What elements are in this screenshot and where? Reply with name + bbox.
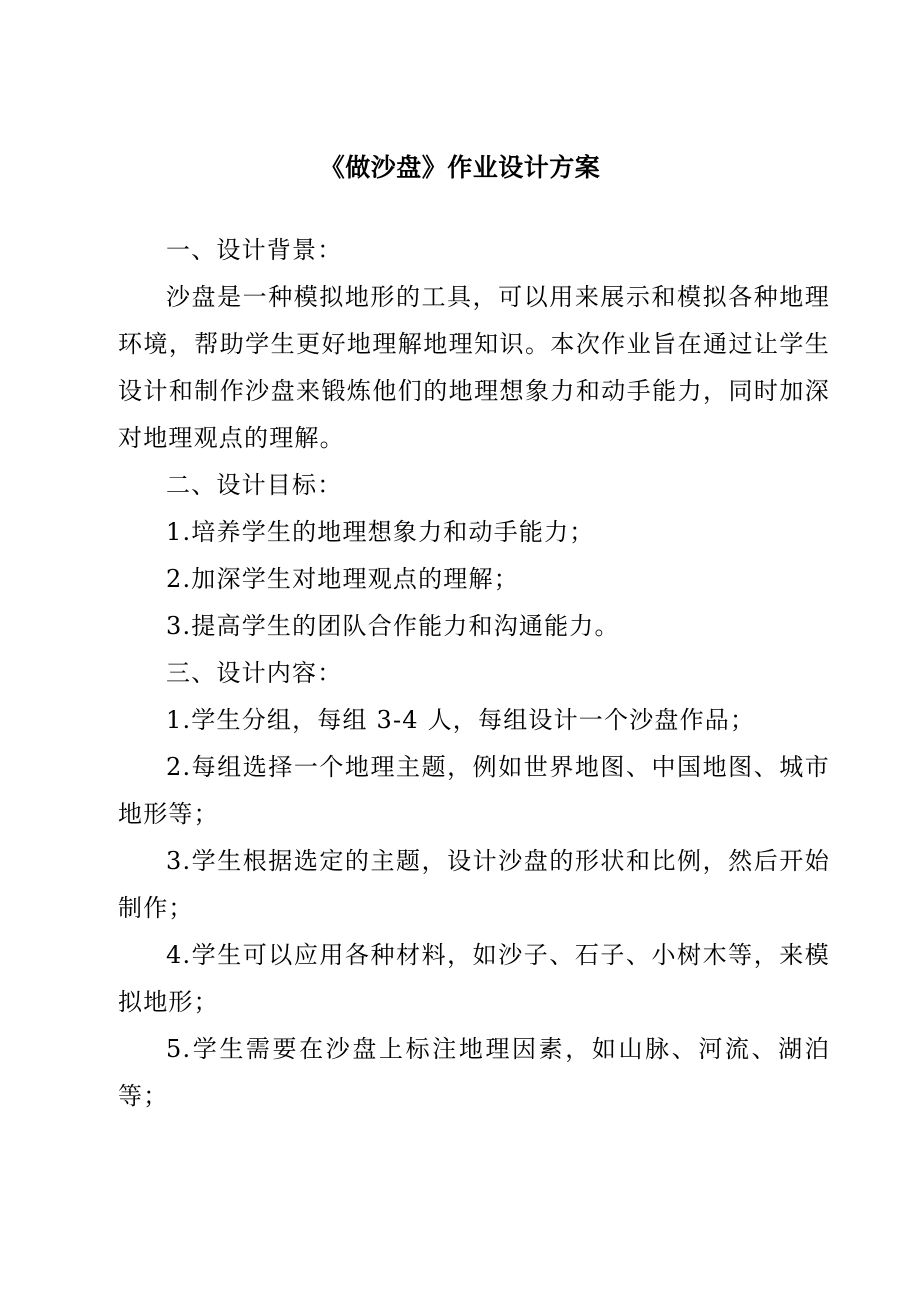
document-title: 《做沙盘》作业设计方案 — [319, 153, 601, 182]
background-paragraph: 沙盘是一种模拟地形的工具，可以用来展示和模拟各种地理环境，帮助学生更好地理解地理知识。本次作业旨在通过让学生设计和制作沙盘来锻炼他们的地理想象力和动手能力，同时加深对地理观点的理解。 — [118, 283, 830, 452]
section-heading-background: 一、设计背景： — [166, 236, 343, 264]
goal-item-1: 1.培养学生的地理想象力和动手能力； — [166, 518, 595, 546]
content-item-4: 4.学生可以应用各种材料，如沙子、石子、小树木等，来模拟地形； — [118, 941, 830, 1016]
section-heading-goals: 二、设计目标： — [166, 471, 343, 499]
document-body — [118, 227, 830, 1120]
content-item-5: 5.学生需要在沙盘上标注地理因素，如山脉、河流、湖泊等； — [118, 1035, 830, 1110]
goal-item-2: 2.加深学生对地理观点的理解； — [166, 565, 519, 593]
goal-item-3: 3.提高学生的团队合作能力和沟通能力。 — [166, 612, 620, 640]
content-item-1: 1.学生分组，每组 3-4 人，每组设计一个沙盘作品； — [166, 706, 756, 734]
content-item-3: 3.学生根据选定的主题，设计沙盘的形状和比例，然后开始制作； — [118, 847, 830, 922]
section-heading-content: 三、设计内容： — [166, 659, 343, 687]
content-item-2: 2.每组选择一个地理主题，例如世界地图、中国地图、城市地形等； — [118, 753, 830, 828]
